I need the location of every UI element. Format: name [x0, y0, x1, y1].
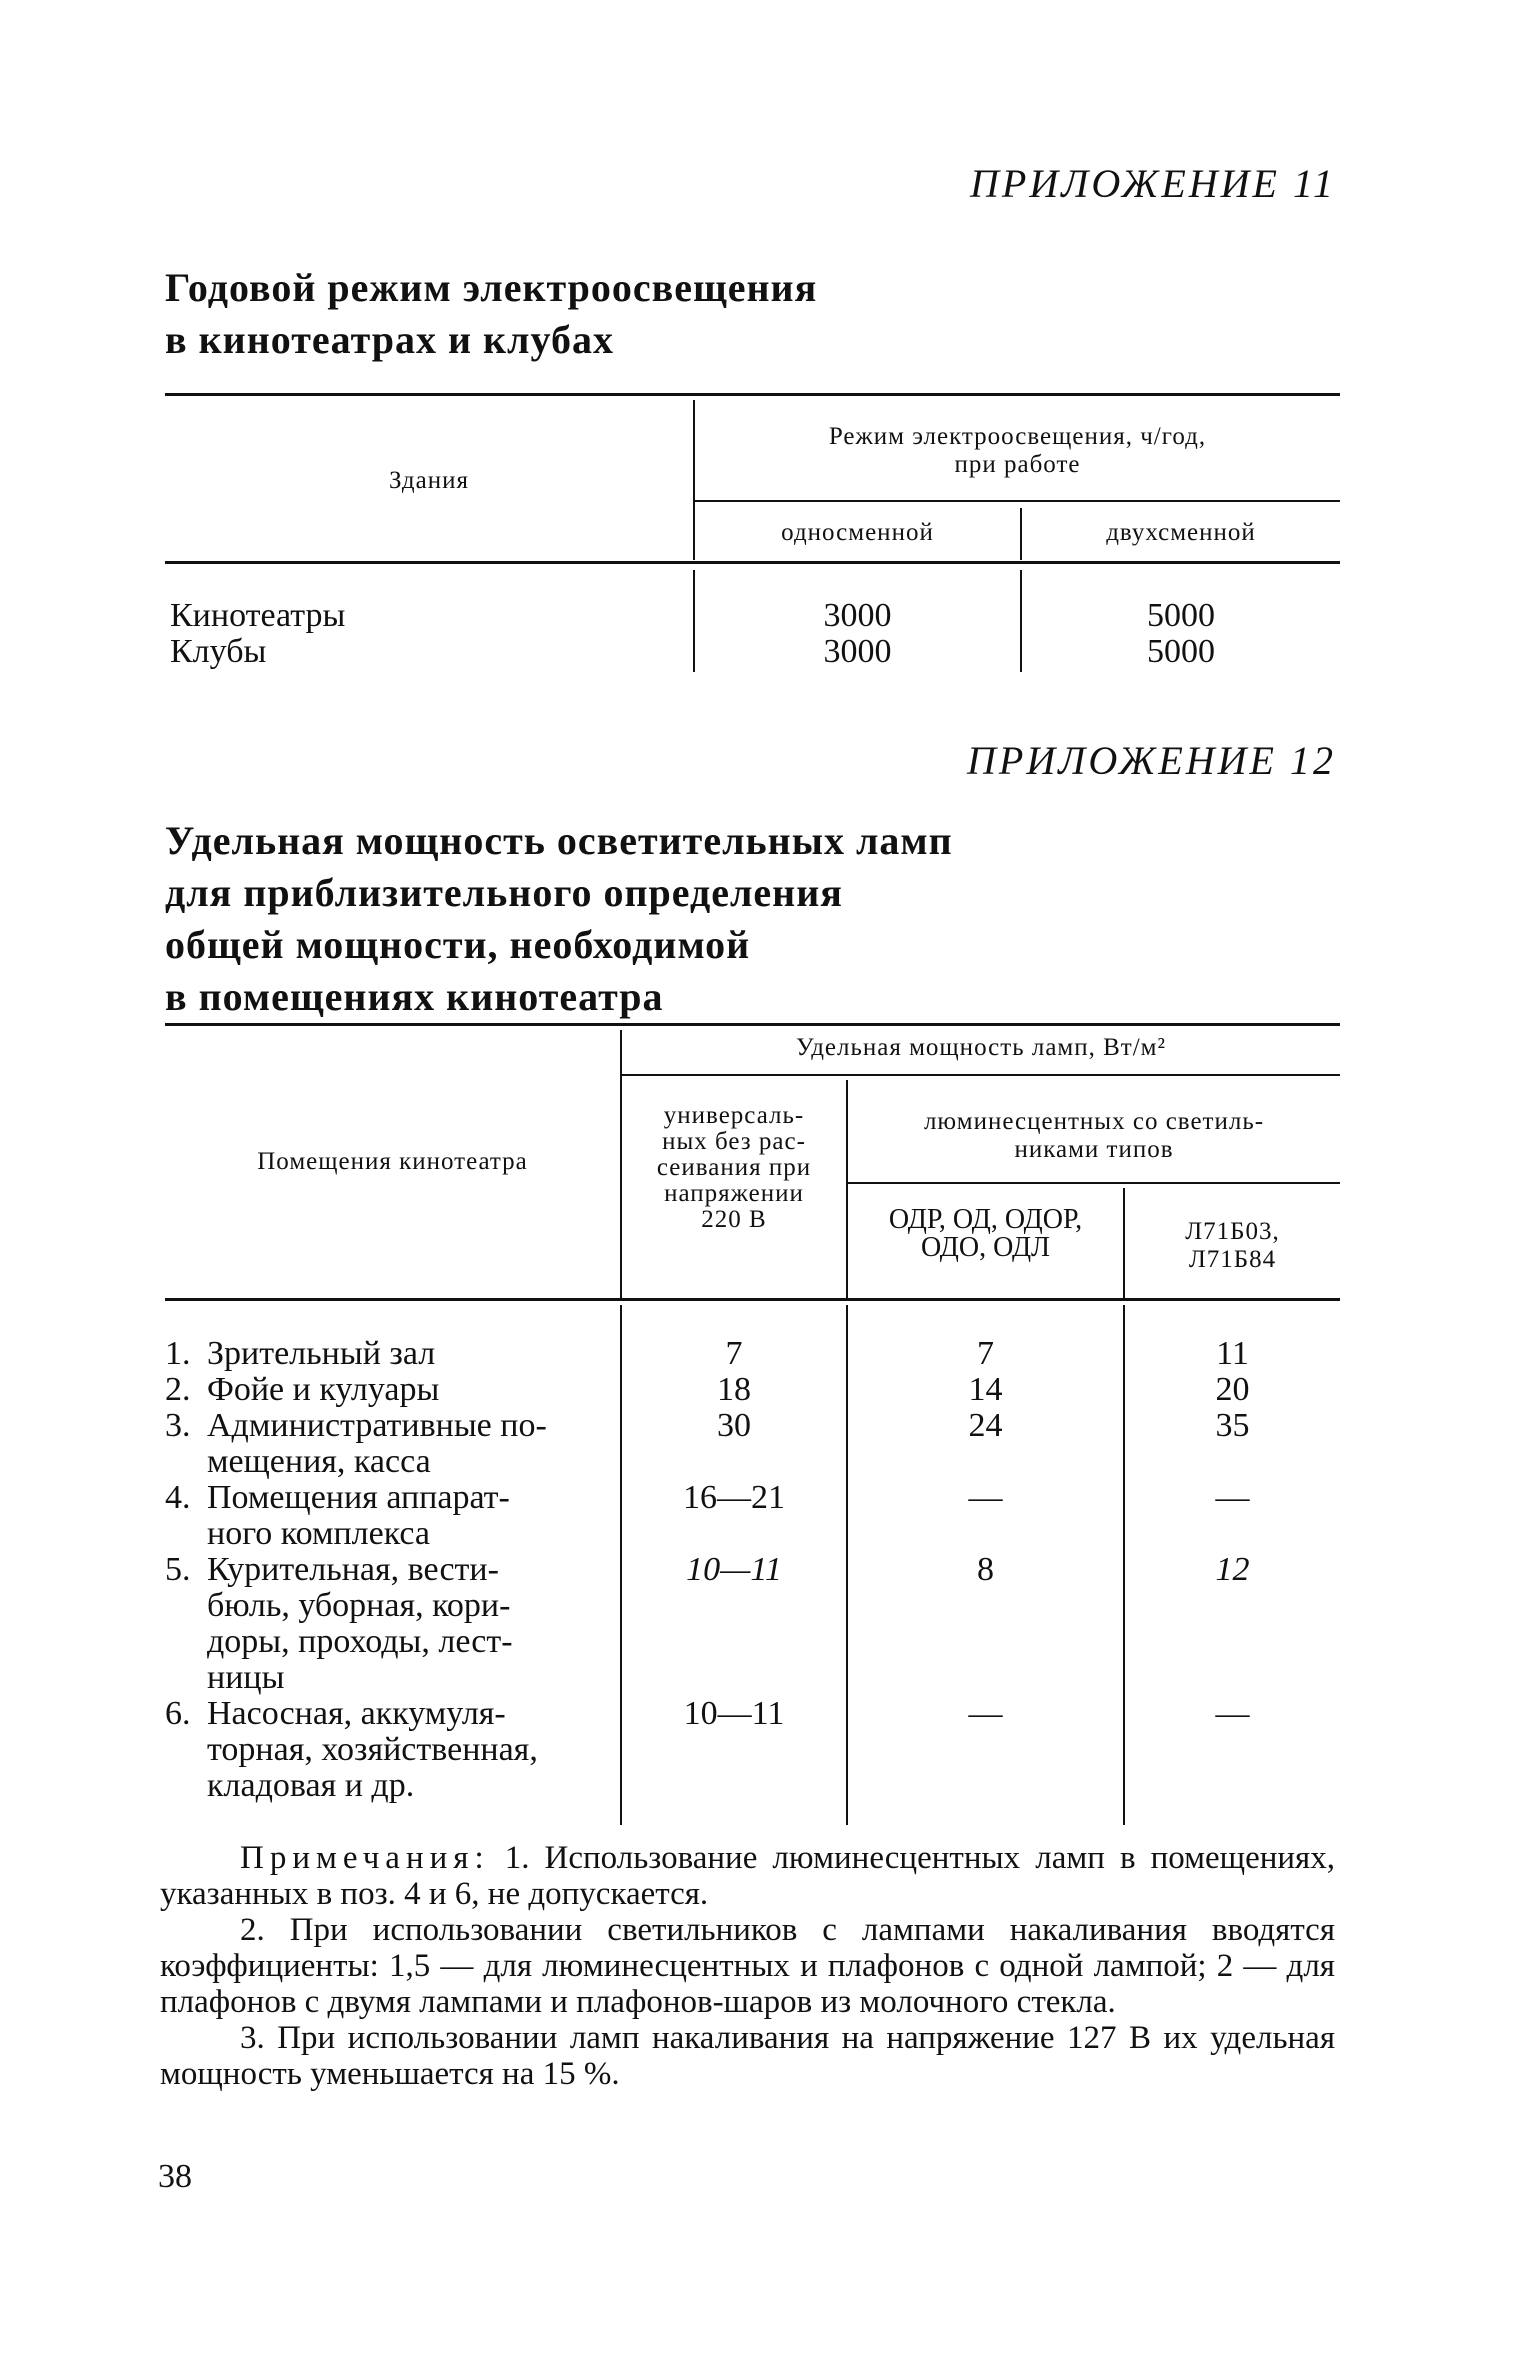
- table-row: 5. Курительная, вести- бюль, уборная, кори- доры, проходы, лест- ницы: [165, 1551, 513, 1696]
- table-header-rule: [165, 561, 1340, 564]
- table-top-rule: [165, 1023, 1340, 1026]
- table-row: 3. Административные по- мещения, касса: [165, 1407, 547, 1480]
- table-cell: 16—21: [683, 1479, 785, 1516]
- appendix-12-title: [165, 815, 953, 1023]
- header-buildings: Здания: [389, 467, 469, 494]
- header-luminescent: люминесцентных со светиль- никами типов: [923, 1108, 1265, 1163]
- table-cell: 18: [717, 1371, 751, 1408]
- table-row: 2. Фойе и кулуары: [165, 1371, 440, 1408]
- table-cell: 5000: [1147, 597, 1215, 634]
- header-specific-power: Удельная мощность ламп, Вт/м²: [796, 1034, 1166, 1061]
- table-row: 1. Зрительный зал: [165, 1335, 436, 1372]
- table-cell: 24: [968, 1407, 1003, 1444]
- table-cell: 7: [977, 1335, 994, 1372]
- title-line: Годовой режим электроосвещения: [165, 265, 818, 310]
- table-cell: 11: [1216, 1335, 1249, 1372]
- title-line: общей мощности, необходимой: [165, 922, 751, 967]
- table-sub-rule: [848, 1182, 1340, 1184]
- table-header-rule: [165, 1298, 1340, 1301]
- table-cell: —: [968, 1695, 1003, 1732]
- note-2: 2. При использовании светильников с лампами накаливания вводятся коэффициенты: 1,5 — для люминесцентных и плафонов с одной лампой; 2 — для плафонов с двумя лампами и плафонов-шаров из молочного стекла.: [160, 1912, 1335, 2020]
- table-cell: 3000: [823, 633, 892, 670]
- table-cell: 20: [1215, 1371, 1250, 1408]
- table-row: 6. Насосная, аккумуля- торная, хозяйственная, кладовая и др.: [165, 1695, 538, 1804]
- table-cell: —: [1215, 1695, 1250, 1732]
- table-cell: 35: [1215, 1407, 1250, 1444]
- header-single-shift: односменной: [781, 519, 934, 546]
- header-odr: ОДР, ОД, ОДОР, ОДО, ОДЛ: [888, 1204, 1083, 1263]
- page-number: 38: [158, 2158, 192, 2195]
- table-row-label: Клубы: [170, 633, 267, 670]
- table-row: 4. Помещения аппарат- ного комплекса: [165, 1479, 510, 1552]
- header-double-shift: двухсменной: [1106, 519, 1256, 546]
- header-universal: универсаль- ных без рас- сеивания при напряжении 220 В: [656, 1102, 812, 1233]
- table-cell: —: [968, 1479, 1003, 1516]
- table-cell: —: [1215, 1479, 1250, 1516]
- table-cell: 7: [725, 1335, 743, 1372]
- table-row-label: Кинотеатры: [170, 597, 346, 634]
- note-1: Примечания: 1. Использование люминесцентных ламп в помещениях, указанных в поз. 4 и 6, не допускается.: [160, 1840, 1335, 1912]
- table-cell: 14: [968, 1371, 1003, 1408]
- title-line: для приблизительного определения: [165, 870, 843, 915]
- table-cell: 3000: [823, 597, 892, 634]
- title-line: Удельная мощность осветительных ламп: [165, 818, 953, 863]
- appendix-11-title: [165, 262, 817, 366]
- appendix-12-label: ПРИЛОЖЕНИЕ 12: [967, 738, 1336, 783]
- table-sub-rule: [695, 500, 1340, 502]
- table-top-rule: [165, 393, 1340, 396]
- table-cell: 30: [717, 1407, 751, 1444]
- header-l71: Л71Б03, Л71Б84: [1185, 1218, 1280, 1273]
- note-3: 3. При использовании ламп накаливания на напряжение 127 В их удельная мощность уменьшается на 15 %.: [160, 2020, 1335, 2092]
- table-cell: 5000: [1147, 633, 1215, 670]
- table-cell: 8: [977, 1551, 994, 1588]
- table-cell: 12: [1215, 1551, 1250, 1588]
- title-line: в кинотеатрах и клубах: [165, 317, 614, 362]
- header-mode: Режим электроосвещения, ч/год, при работе: [828, 423, 1207, 478]
- table-cell: 10—11: [686, 1551, 782, 1588]
- table-sub-rule: [622, 1074, 1340, 1076]
- header-rooms: Помещения кинотеатра: [257, 1148, 528, 1175]
- appendix-11-label: ПРИЛОЖЕНИЕ 11: [970, 161, 1336, 206]
- notes: [160, 1840, 1335, 2092]
- title-line: в помещениях кинотеатра: [165, 974, 664, 1019]
- table-cell: 10—11: [683, 1695, 785, 1732]
